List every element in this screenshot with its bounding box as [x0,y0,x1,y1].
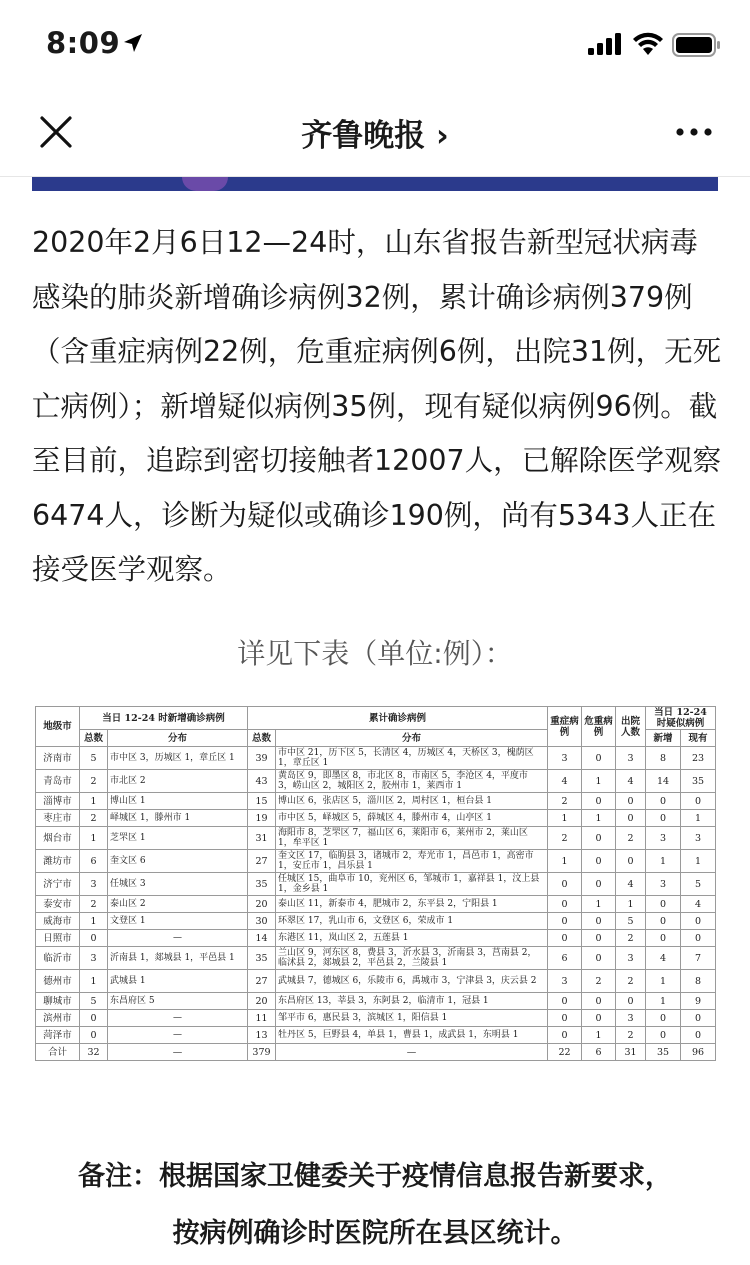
cell-discharged: 2 [616,827,646,850]
cell-new-total: 0 [80,930,108,947]
cell-cum-distribution: 牡丹区 5，巨野县 4，单县 1，曹县 1，成武县 1，东明县 1 [276,1027,548,1044]
cell-new-distribution: 文登区 1 [108,913,248,930]
table-row [36,970,716,993]
cell-cum-total: 39 [248,747,276,770]
cell-new-distribution: 武城县 1 [108,970,248,993]
header-image-strip [32,177,718,191]
wifi-icon [632,32,664,56]
cell-suspect-current: 0 [681,930,716,947]
cell-city: 临沂市 [36,947,80,970]
cell-suspect-new: 1 [646,850,681,873]
cell-suspect-current: 4 [681,896,716,913]
cell-new-total: 2 [80,896,108,913]
cell-city: 威海市 [36,913,80,930]
cell-new-total: 1 [80,793,108,810]
cell-suspect-new: 3 [646,873,681,896]
table-row [36,793,716,810]
cell-cum-total: 19 [248,810,276,827]
footnote-line-2: 按病例确诊时医院所在县区统计。 [172,1218,578,1249]
cell-new-distribution: 博山区 1 [108,793,248,810]
status-bar [0,0,750,90]
cell-suspect-current: 0 [681,793,716,810]
cell-new-total: 5 [80,993,108,1010]
table-caption: 详见下表（单位:例）： [237,637,513,670]
cell-severe: 4 [548,770,582,793]
cell-city: 菏泽市 [36,1027,80,1044]
cell-discharged: 0 [616,850,646,873]
cases-table [35,706,716,1061]
footnote-line-1: 备注：根据国家卫健委关于疫情信息报告新要求， [78,1161,672,1192]
battery-icon [672,33,722,57]
header-cum-total: 总数 [248,730,276,747]
cell-severe: 0 [548,873,582,896]
header-new-confirmed: 当日 12-24 时新增确诊病例 [80,707,248,730]
cell-new-distribution: 沂南县 1，郯城县 1，平邑县 1 [108,947,248,970]
cell-cum-distribution: 奎文区 17，临朐县 3，诸城市 2，寿光市 1，昌邑市 1，高密市 1，安丘市 1，昌乐县 1 [276,850,548,873]
cell-cum-total: 20 [248,993,276,1010]
cell-new-total: 3 [80,947,108,970]
cell-city: 潍坊市 [36,850,80,873]
footnote [0,1148,750,1262]
cell-new-distribution: 芝罘区 1 [108,827,248,850]
cell-discharged: 3 [616,1010,646,1027]
cell-new-total: 6 [80,850,108,873]
header-suspected: 当日 12-24 时疑似病例 [646,707,716,730]
article-paragraph: 2020年2月6日12—24时，山东省报告新型冠状病毒感染的肺炎新增确诊病例32例，累计确诊病例379例（含重症病例22例，危重症病例6例，出院31例，无死亡病例）；新增疑似病例35例，现有疑似病例96例。截至目前，追踪到密切接触者12007人，已解除医学观察6474人，诊断为疑似或确诊190例，尚有5343人正在接受医学观察。 [32,226,722,586]
cell-cum-total: 14 [248,930,276,947]
cell-cum-total: 27 [248,970,276,993]
cell-suspect-new: 0 [646,1027,681,1044]
cell-severe: 0 [548,1010,582,1027]
header-new-total: 总数 [80,730,108,747]
cell-suspect-current: 5 [681,873,716,896]
cell-cum-distribution: 黄岛区 9，即墨区 8，市北区 8，市南区 5，李沧区 4，平度市 3，崂山区 2，城阳区 2，胶州市 1，莱西市 1 [276,770,548,793]
cell-cum-distribution: — [276,1044,548,1061]
cell-cum-distribution: 市中区 5，峄城区 5，薛城区 4，滕州市 4，山亭区 1 [276,810,548,827]
cell-suspect-current: 0 [681,1010,716,1027]
cell-critical: 0 [582,873,616,896]
table-row [36,747,716,770]
cell-suspect-new: 1 [646,993,681,1010]
cell-discharged: 1 [616,896,646,913]
header-severe: 重症病例 [548,707,582,747]
cell-new-distribution: — [108,1044,248,1061]
cell-severe: 2 [548,827,582,850]
cell-new-total: 0 [80,1010,108,1027]
cell-cum-distribution: 邹平市 6，惠民县 3，滨城区 1，阳信县 1 [276,1010,548,1027]
cell-new-distribution: 泰山区 2 [108,896,248,913]
table-row [36,770,716,793]
cell-new-total: 1 [80,913,108,930]
status-time: 8:09 [46,26,121,60]
cell-severe: 2 [548,793,582,810]
cellular-signal-icon [588,33,624,55]
cell-suspect-current: 7 [681,947,716,970]
cell-new-distribution: — [108,1027,248,1044]
cell-new-distribution: — [108,1010,248,1027]
table-row [36,896,716,913]
cell-city: 烟台市 [36,827,80,850]
cell-cum-distribution: 武城县 7，德城区 6，乐陵市 6，禹城市 3，宁津县 3，庆云县 2 [276,970,548,993]
header-city: 地级市 [36,707,80,747]
cell-city: 聊城市 [36,993,80,1010]
cell-discharged: 2 [616,1027,646,1044]
cell-critical: 0 [582,947,616,970]
cell-new-total: 2 [80,810,108,827]
cell-suspect-current: 9 [681,993,716,1010]
table-row [36,913,716,930]
cell-city: 泰安市 [36,896,80,913]
cell-suspect-new: 0 [646,930,681,947]
cell-suspect-new: 0 [646,793,681,810]
cell-cum-distribution: 任城区 15，曲阜市 10，兖州区 6，邹城市 1，嘉祥县 1，汶上县 1，金乡县 1 [276,873,548,896]
cell-cum-total: 43 [248,770,276,793]
cell-city: 青岛市 [36,770,80,793]
cell-discharged: 2 [616,970,646,993]
header-suspect-current: 现有 [681,730,716,747]
cell-suspect-current: 8 [681,970,716,993]
cell-discharged: 4 [616,873,646,896]
cell-suspect-current: 23 [681,747,716,770]
cell-new-total: 2 [80,770,108,793]
cell-cum-distribution: 东港区 11，岚山区 2，五莲县 1 [276,930,548,947]
cell-critical: 0 [582,930,616,947]
cell-new-total: 3 [80,873,108,896]
cell-severe: 3 [548,747,582,770]
cell-critical: 0 [582,827,616,850]
header-critical: 危重病例 [582,707,616,747]
cell-discharged: 3 [616,947,646,970]
cell-city: 淄博市 [36,793,80,810]
cell-discharged: 0 [616,993,646,1010]
cell-suspect-new: 35 [646,1044,681,1061]
cell-new-distribution: 奎文区 6 [108,850,248,873]
cell-city: 合计 [36,1044,80,1061]
cell-suspect-current: 1 [681,810,716,827]
table-total-row [36,1044,716,1061]
cell-new-distribution: 市中区 3，历城区 1，章丘区 1 [108,747,248,770]
cell-city: 枣庄市 [36,810,80,827]
header-cum-distribution: 分布 [276,730,548,747]
cell-suspect-current: 3 [681,827,716,850]
cell-suspect-new: 8 [646,747,681,770]
cell-city: 济南市 [36,747,80,770]
account-title-link[interactable]: 齐鲁晚报 › [301,118,449,154]
cell-cum-total: 35 [248,873,276,896]
cell-severe: 0 [548,930,582,947]
cell-discharged: 4 [616,770,646,793]
header-suspect-new: 新增 [646,730,681,747]
cell-suspect-current: 1 [681,850,716,873]
cell-critical: 0 [582,850,616,873]
cell-cum-distribution: 东昌府区 13，莘县 3，东阿县 2，临清市 1，冠县 1 [276,993,548,1010]
cases-table-image [35,706,715,1058]
cell-severe: 3 [548,970,582,993]
cell-suspect-current: 0 [681,1027,716,1044]
cell-discharged: 0 [616,810,646,827]
cell-cum-distribution: 海阳市 8，芝罘区 7，福山区 6，莱阳市 6，莱州市 2，莱山区 1，牟平区 1 [276,827,548,850]
cell-new-distribution: 峄城区 1，滕州市 1 [108,810,248,827]
cell-severe: 22 [548,1044,582,1061]
cell-critical: 1 [582,896,616,913]
cell-discharged: 5 [616,913,646,930]
cell-suspect-new: 14 [646,770,681,793]
navigation-bar [0,90,750,177]
table-row [36,930,716,947]
cell-cum-distribution: 泰山区 11，新泰市 4，肥城市 2，东平县 2，宁阳县 1 [276,896,548,913]
cell-city: 德州市 [36,970,80,993]
cell-critical: 0 [582,793,616,810]
cell-critical: 2 [582,970,616,993]
header-new-distribution: 分布 [108,730,248,747]
cell-discharged: 3 [616,747,646,770]
more-options-button[interactable] [672,112,716,152]
cell-severe: 0 [548,993,582,1010]
cell-city: 济宁市 [36,873,80,896]
cell-critical: 1 [582,770,616,793]
cell-severe: 1 [548,850,582,873]
cell-new-total: 5 [80,747,108,770]
cell-critical: 0 [582,913,616,930]
cell-critical: 6 [582,1044,616,1061]
cell-suspect-new: 0 [646,810,681,827]
cell-new-total: 1 [80,827,108,850]
cell-cum-distribution: 环翠区 17，乳山市 6，文登区 6，荣成市 1 [276,913,548,930]
cell-new-distribution: — [108,930,248,947]
cell-cum-total: 31 [248,827,276,850]
table-row [36,1027,716,1044]
cell-cum-distribution: 市中区 21，历下区 5，长清区 4，历城区 4，天桥区 3，槐荫区 1，章丘区 1 [276,747,548,770]
table-row [36,947,716,970]
cell-cum-distribution: 兰山区 9，河东区 8，费县 3，沂水县 3，沂南县 3，莒南县 2，临沭县 2，郯城县 2，平邑县 2，兰陵县 1 [276,947,548,970]
cell-new-distribution: 东昌府区 5 [108,993,248,1010]
cell-severe: 1 [548,810,582,827]
cell-cum-total: 30 [248,913,276,930]
cell-city: 日照市 [36,930,80,947]
cell-discharged: 0 [616,793,646,810]
cell-cum-total: 15 [248,793,276,810]
cell-severe: 0 [548,913,582,930]
cell-discharged: 2 [616,930,646,947]
cell-critical: 0 [582,993,616,1010]
cell-suspect-current: 35 [681,770,716,793]
cell-new-distribution: 任城区 3 [108,873,248,896]
cell-suspect-current: 0 [681,913,716,930]
cell-suspect-new: 4 [646,947,681,970]
cell-critical: 1 [582,810,616,827]
table-row [36,873,716,896]
cell-suspect-current: 96 [681,1044,716,1061]
cell-severe: 0 [548,1027,582,1044]
cell-cum-total: 13 [248,1027,276,1044]
cell-suspect-new: 0 [646,1010,681,1027]
cell-suspect-new: 0 [646,913,681,930]
location-arrow-icon [122,32,144,54]
header-discharged: 出院人数 [616,707,646,747]
cell-critical: 0 [582,1010,616,1027]
table-row [36,993,716,1010]
cell-new-total: 1 [80,970,108,993]
cell-severe: 6 [548,947,582,970]
table-row [36,850,716,873]
table-row [36,1010,716,1027]
cell-suspect-new: 1 [646,970,681,993]
cell-suspect-new: 3 [646,827,681,850]
cell-cum-distribution: 博山区 6，张店区 5，淄川区 2，周村区 1，桓台县 1 [276,793,548,810]
cell-new-total: 0 [80,1027,108,1044]
cell-severe: 0 [548,896,582,913]
cell-suspect-new: 0 [646,896,681,913]
cell-cum-total: 27 [248,850,276,873]
header-cumulative: 累计确诊病例 [248,707,548,730]
cell-new-distribution: 市北区 2 [108,770,248,793]
cell-cum-total: 20 [248,896,276,913]
table-row [36,810,716,827]
cell-discharged: 31 [616,1044,646,1061]
cell-cum-total: 35 [248,947,276,970]
cell-cum-total: 11 [248,1010,276,1027]
cell-cum-total: 379 [248,1044,276,1061]
table-row [36,827,716,850]
cell-new-total: 32 [80,1044,108,1061]
cell-critical: 1 [582,1027,616,1044]
cell-critical: 0 [582,747,616,770]
cell-city: 滨州市 [36,1010,80,1027]
